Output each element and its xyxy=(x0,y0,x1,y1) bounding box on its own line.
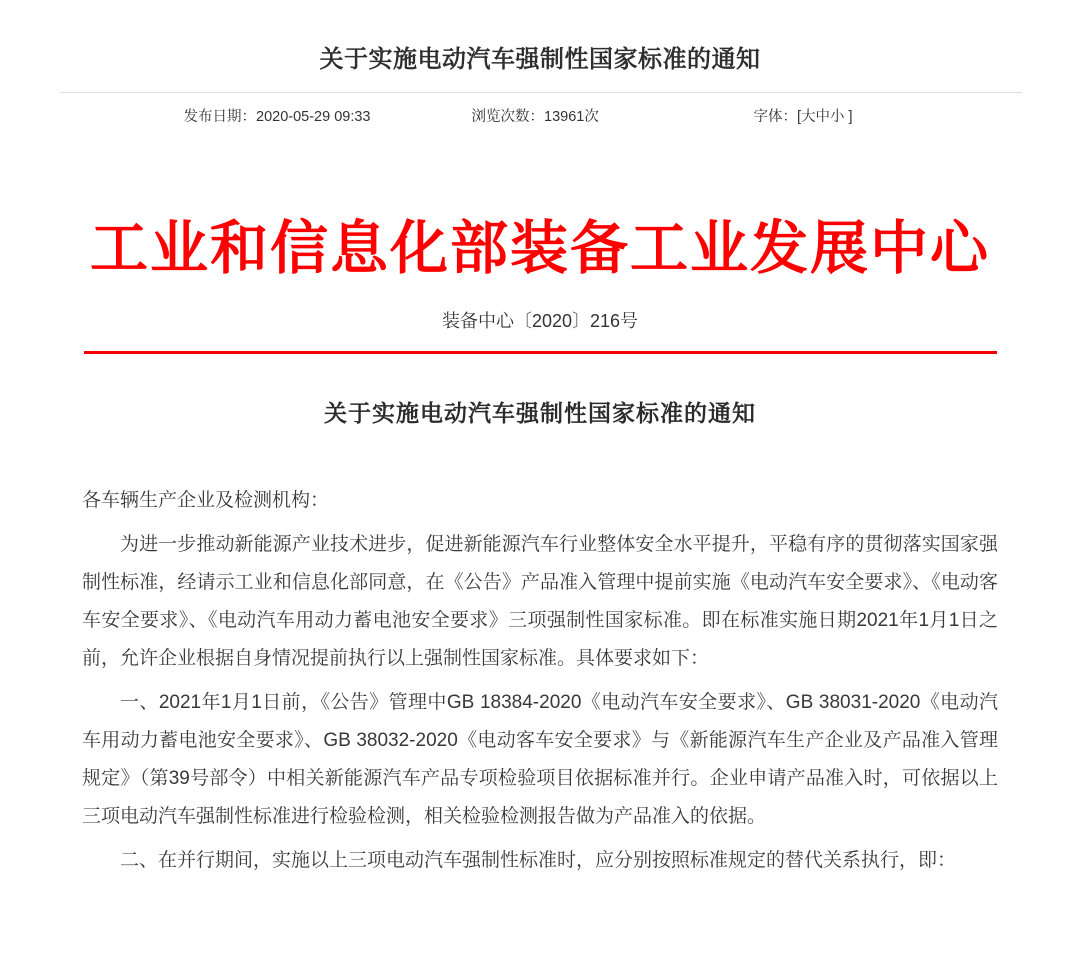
page-header xyxy=(0,0,1080,133)
letterhead-org-name: 工业和信息化部装备工业发展中心 xyxy=(89,216,990,281)
publish-date xyxy=(184,105,371,126)
font-size-medium-button[interactable]: 中 xyxy=(815,109,831,125)
document-number: 装备中心〔2020〕216号 xyxy=(441,311,639,331)
font-size-switcher xyxy=(754,105,853,126)
font-size-bracket-close: ] xyxy=(844,109,853,125)
font-size-large-button[interactable]: 大 xyxy=(801,109,816,125)
salutation: 各车辆生产企业及检测机构： xyxy=(82,490,330,511)
body-paragraph: 一、2021年1月1日前，《公告》管理中GB 18384-2020《电动汽车安全要求》、GB 38031-2020《电动汽车用动力蓄电池安全要求》、GB 38032-2020《电动客车安全要求》与《新能源汽车生产企业及产品准入管理规定》（第39号部令）中相关新能源汽车产品专项检验项目依据标准并行。企业申请产品准入时，可依据以上三项电动汽车强制性标准进行检验检测，相关检验检测报告做为产品准入的依据。 xyxy=(82,692,998,827)
body-paragraph: 为进一步推动新能源产业技术进步，促进新能源汽车行业整体安全水平提升，平稳有序的贯彻落实国家强制性标准，经请示工业和信息化部同意，在《公告》产品准入管理中提前实施《电动汽车安全要求》、《电动客车安全要求》、《电动汽车用动力蓄电池安全要求》三项强制性国家标准。即在标准实施日期2021年1月1日之前，允许企业根据自身情况提前执行以上强制性国家标准。具体要求如下： xyxy=(82,534,998,669)
letterhead xyxy=(0,217,1080,354)
letterhead-red-rule xyxy=(84,351,997,354)
body-paragraph: 二、在并行期间，实施以上三项电动汽车强制性标准时，应分别按照标准规定的替代关系执行，即： xyxy=(120,850,957,871)
document-body xyxy=(82,482,998,880)
font-size-bracket-open: [ xyxy=(797,109,802,125)
publish-date-label: 发布日期： xyxy=(183,109,256,125)
font-size-label: 字体： xyxy=(753,109,797,125)
notice-document xyxy=(0,398,1080,880)
view-count-label: 浏览次数： xyxy=(471,109,544,125)
meta-row xyxy=(59,93,1022,133)
document-title: 关于实施电动汽车强制性国家标准的通知 xyxy=(324,401,756,426)
font-size-small-button[interactable]: 小 xyxy=(830,109,845,125)
view-count-value: 13961次 xyxy=(544,109,599,125)
page-title: 关于实施电动汽车强制性国家标准的通知 xyxy=(319,46,761,73)
view-count xyxy=(472,105,599,126)
publish-date-value: 2020-05-29 09:33 xyxy=(256,109,371,125)
